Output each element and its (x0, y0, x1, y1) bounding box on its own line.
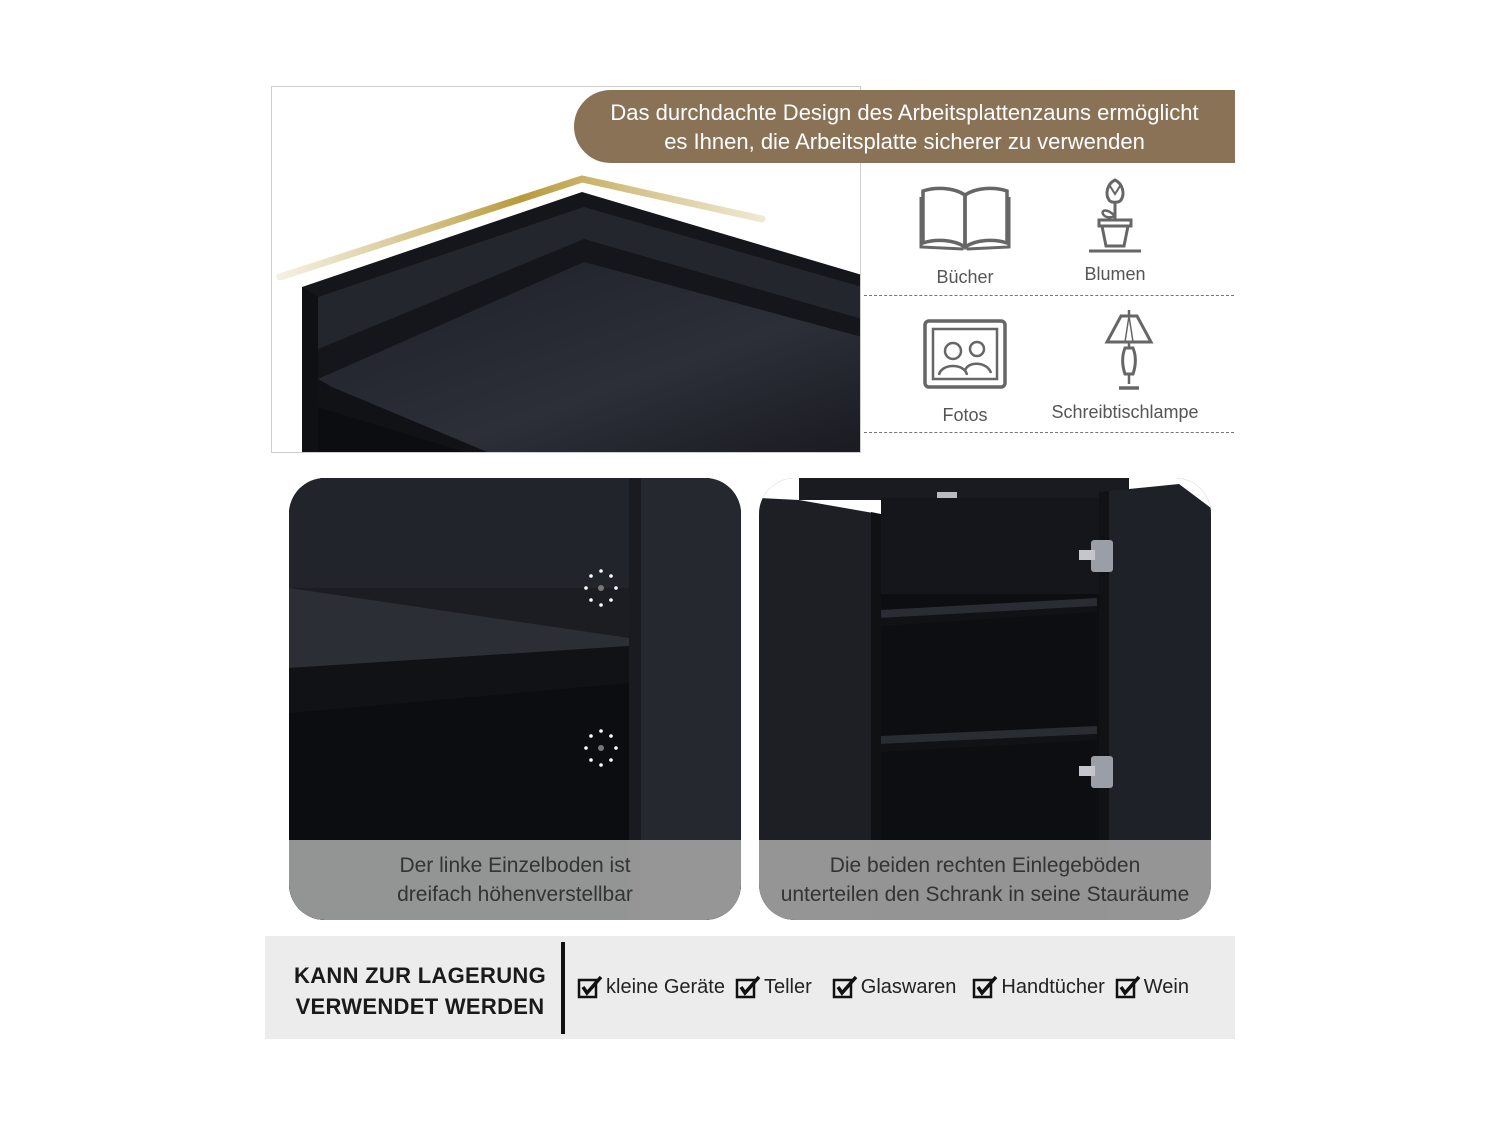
icon-item-flowers (1040, 176, 1190, 285)
icon-item-books (890, 183, 1040, 288)
caption-left-line-2: dreifach höhenverstellbar (397, 883, 633, 906)
book-icon (919, 183, 1011, 253)
divider-dashed-2 (864, 432, 1234, 433)
use-label: kleine Geräte (606, 975, 725, 998)
storage-title-line-1: KANN ZUR LAGERUNG (294, 963, 546, 988)
use-label: Wein (1143, 975, 1189, 998)
use-item-towels (972, 975, 1104, 999)
storage-title (275, 960, 565, 1022)
use-label: Glaswaren (860, 975, 957, 998)
icon-label-lamp: Schreibtischlampe (1051, 402, 1199, 422)
checkbox-checked-icon (577, 975, 603, 999)
storage-separator (561, 942, 565, 1034)
card-cabinet-interior (759, 478, 1211, 920)
divider-dashed-1 (864, 295, 1234, 296)
headline-banner (574, 90, 1235, 163)
use-item-wine (1115, 975, 1189, 999)
use-label: Handtücher (1001, 975, 1105, 998)
checkbox-checked-icon (735, 975, 761, 999)
use-item-small-appliances (577, 975, 725, 999)
storage-uses-strip (265, 936, 1235, 1039)
checkbox-checked-icon (972, 975, 998, 999)
banner-line-2: es Ihnen, die Arbeitsplatte sicherer zu verwenden (664, 128, 1145, 154)
banner-line-1: Das durchdachte Design des Arbeitsplattenzauns ermöglicht (610, 99, 1199, 125)
checkbox-checked-icon (1115, 975, 1141, 999)
use-item-glassware (832, 975, 957, 999)
photo-frame-icon (923, 319, 1007, 389)
icon-label-photos: Fotos (942, 405, 988, 425)
caption-right-line-2: unterteilen den Schrank in seine Stauräume (780, 883, 1190, 906)
icon-label-books: Bücher (936, 267, 994, 287)
card-adjustable-shelf (289, 478, 741, 920)
icon-label-flowers: Blumen (1084, 264, 1146, 284)
storage-title-line-2: VERWENDET WERDEN (295, 994, 545, 1019)
desk-lamp-icon (1103, 308, 1155, 394)
use-item-plates (735, 975, 812, 999)
caption-left-line-1: Der linke Einzelboden ist (399, 854, 631, 877)
checkbox-checked-icon (832, 975, 858, 999)
caption-adjustable-shelf (289, 840, 741, 920)
icon-item-photos (890, 319, 1040, 426)
use-label: Teller (763, 975, 812, 998)
icon-item-lamp (1051, 308, 1204, 423)
caption-cabinet-interior (759, 840, 1211, 920)
storage-uses-list (577, 972, 1189, 1002)
flower-pot-icon (1085, 176, 1145, 254)
caption-right-line-1: Die beiden rechten Einlegeböden (829, 854, 1141, 877)
